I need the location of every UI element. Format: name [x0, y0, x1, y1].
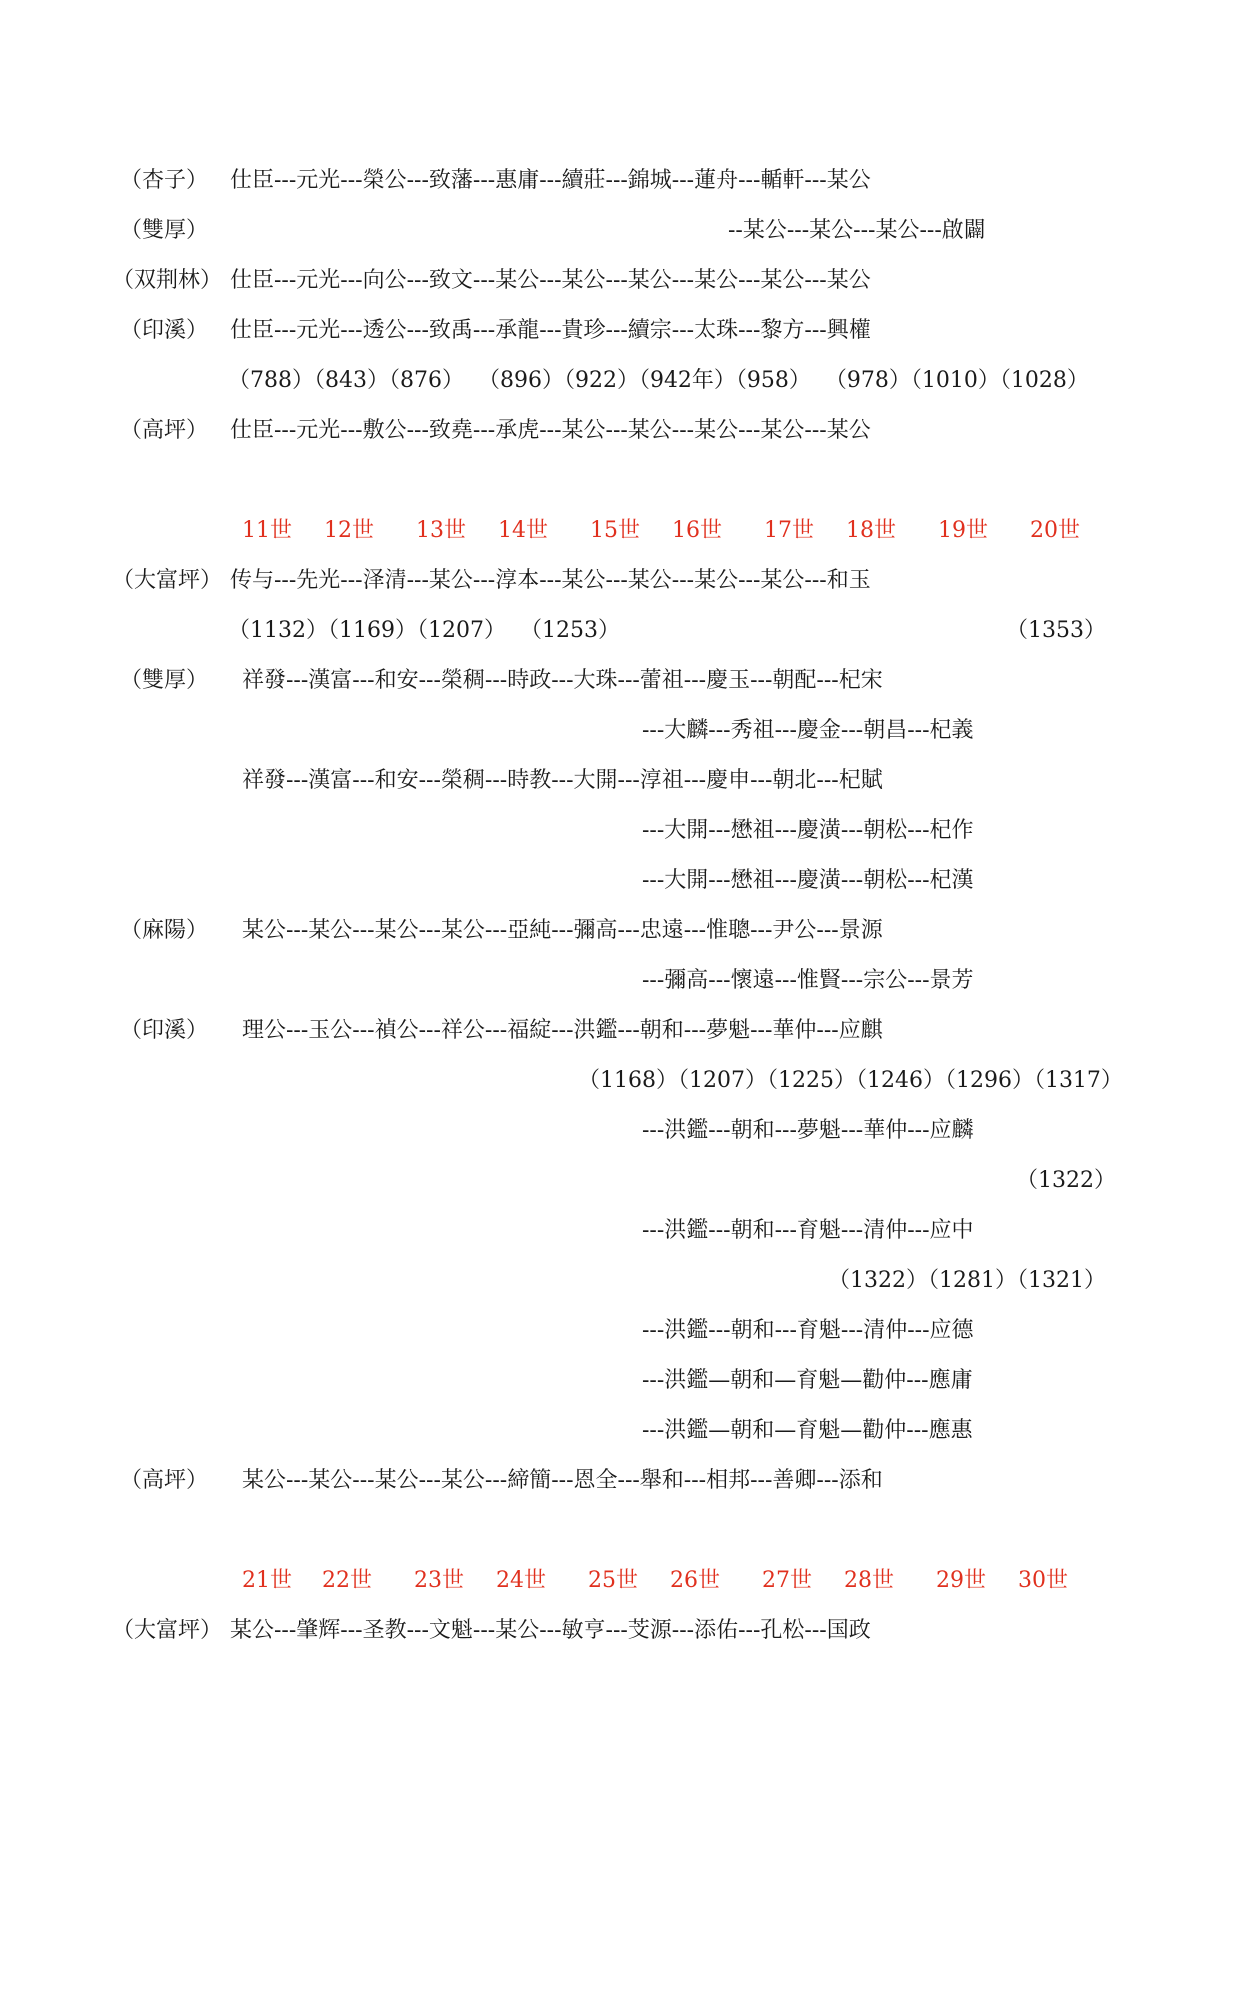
generation-label: 18世 [846, 518, 896, 543]
lineage-sequence: ---洪鑑---朝和---夢魁---華仲---应麟 [642, 1118, 974, 1143]
generation-label: 30世 [1018, 1568, 1068, 1593]
years: （1168）（1207）（1225）（1246）（1296）（1317） [578, 1068, 1123, 1093]
generation-label: 16世 [672, 518, 722, 543]
lineage-branch [0, 1211, 1240, 1251]
generation-label: 22世 [322, 1568, 372, 1593]
years: （1353） [1006, 618, 1106, 643]
generation-header [0, 511, 1240, 551]
year-row [0, 611, 1240, 651]
lineage-row-shuanghou [0, 661, 1240, 701]
lineage-sequence: --某公---某公---某公---啟闢 [728, 218, 986, 243]
year-row [0, 1261, 1240, 1301]
generation-label: 28世 [844, 1568, 894, 1593]
lineage-sequence: 仕臣---元光---透公---致禹---承龍---貴珍---續宗---太珠---黎方---興權 [230, 318, 871, 343]
lineage-row-mayang [0, 911, 1240, 951]
year-row [0, 1061, 1240, 1101]
lineage-row-dafuping [0, 1611, 1240, 1651]
lineage-branch [0, 1111, 1240, 1151]
year-row [0, 361, 1240, 401]
region-label: （雙厚） [120, 668, 209, 693]
region-label: （麻陽） [120, 918, 209, 943]
lineage-sequence: 祥發---漢富---和安---榮稠---時教---大開---淳祖---慶申---朝北---杞賦 [242, 768, 883, 793]
region-label: （印溪） [120, 1018, 209, 1043]
lineage-sequence: ---洪鑑—朝和—育魁—勸仲---應庸 [642, 1368, 973, 1393]
generation-label: 12世 [324, 518, 374, 543]
lineage-row [0, 761, 1240, 801]
region-label: （大富坪） [112, 1618, 223, 1643]
generation-label: 24世 [496, 1568, 546, 1593]
generation-label: 23世 [414, 1568, 464, 1593]
lineage-sequence: ---大麟---秀祖---慶金---朝昌---杞義 [642, 718, 974, 743]
lineage-sequence: 某公---某公---某公---某公---締簡---恩全---舉和---相邦---善卿---添和 [242, 1468, 883, 1493]
generation-label: 29世 [936, 1568, 986, 1593]
generation-label: 25世 [588, 1568, 638, 1593]
years: （788）（843）（876） （896）（922）（942年）（958） （978）（1010）（1028） [228, 368, 1089, 393]
lineage-sequence: ---大開---懋祖---慶潢---朝松---杞漢 [642, 868, 974, 893]
lineage-sequence: 仕臣---元光---榮公---致藩---惠庸---續莊---錦城---蓮舟---輴軒---某公 [230, 168, 871, 193]
lineage-row-yinxi [0, 1011, 1240, 1051]
years: （1322）（1281）（1321） [828, 1268, 1106, 1293]
lineage-row-dafuping [0, 561, 1240, 601]
lineage-sequence: 仕臣---元光---向公---致文---某公---某公---某公---某公---某公---某公 [230, 268, 871, 293]
lineage-sequence: 理公---玉公---禎公---祥公---福綻---洪鑑---朝和---夢魁---華仲---应麒 [242, 1018, 883, 1043]
generation-label: 17世 [764, 518, 814, 543]
region-label: （高坪） [120, 418, 209, 443]
lineage-branch [0, 1311, 1240, 1351]
region-label: （高坪） [120, 1468, 209, 1493]
generation-label: 20世 [1030, 518, 1080, 543]
generation-label: 19世 [938, 518, 988, 543]
generation-label: 26世 [670, 1568, 720, 1593]
generation-label: 27世 [762, 1568, 812, 1593]
years: （1322） [1016, 1168, 1116, 1193]
lineage-row-xingzi [0, 161, 1240, 201]
lineage-row-shuangjinglin [0, 261, 1240, 301]
lineage-sequence: 某公---某公---某公---某公---亞純---彌高---忠遠---惟聰---尹公---景源 [242, 918, 883, 943]
lineage-sequence: ---大開---懋祖---慶潢---朝松---杞作 [642, 818, 974, 843]
lineage-branch [0, 861, 1240, 901]
generation-label: 11世 [242, 518, 292, 543]
lineage-branch [0, 1361, 1240, 1401]
generation-label: 21世 [242, 1568, 292, 1593]
region-label: （杏子） [120, 168, 209, 193]
region-label: （雙厚） [120, 218, 209, 243]
lineage-row-gaoping [0, 1461, 1240, 1501]
lineage-sequence: 仕臣---元光---敷公---致堯---承虎---某公---某公---某公---某公---某公 [230, 418, 871, 443]
years: （1132）（1169）（1207） （1253） [228, 618, 620, 643]
region-label: （大富坪） [112, 568, 223, 593]
lineage-row-shuanghou [0, 211, 1240, 251]
lineage-sequence: ---洪鑑—朝和—育魁—勸仲---應惠 [642, 1418, 973, 1443]
generation-label: 13世 [416, 518, 466, 543]
lineage-sequence: ---彌高---懷遠---惟賢---宗公---景芳 [642, 968, 974, 993]
lineage-branch [0, 961, 1240, 1001]
generation-label: 15世 [590, 518, 640, 543]
generation-header [0, 1561, 1240, 1601]
region-label: （印溪） [120, 318, 209, 343]
lineage-branch [0, 811, 1240, 851]
region-label: （双荆林） [112, 268, 223, 293]
lineage-row-gaoping [0, 411, 1240, 451]
lineage-branch [0, 711, 1240, 751]
lineage-sequence: 某公---肇辉---圣教---文魁---某公---敏亨---芠源---添佑---孔松---国政 [230, 1618, 871, 1643]
lineage-sequence: 传与---先光---泽清---某公---淳本---某公---某公---某公---某公---和玉 [230, 568, 871, 593]
lineage-row-yinxi [0, 311, 1240, 351]
lineage-branch [0, 1411, 1240, 1451]
year-row [0, 1161, 1240, 1201]
lineage-sequence: ---洪鑑---朝和---育魁---清仲---应德 [642, 1318, 974, 1343]
lineage-sequence: 祥發---漢富---和安---榮稠---時政---大珠---蕾祖---慶玉---朝配---杞宋 [242, 668, 883, 693]
lineage-sequence: ---洪鑑---朝和---育魁---清仲---应中 [642, 1218, 974, 1243]
generation-label: 14世 [498, 518, 548, 543]
